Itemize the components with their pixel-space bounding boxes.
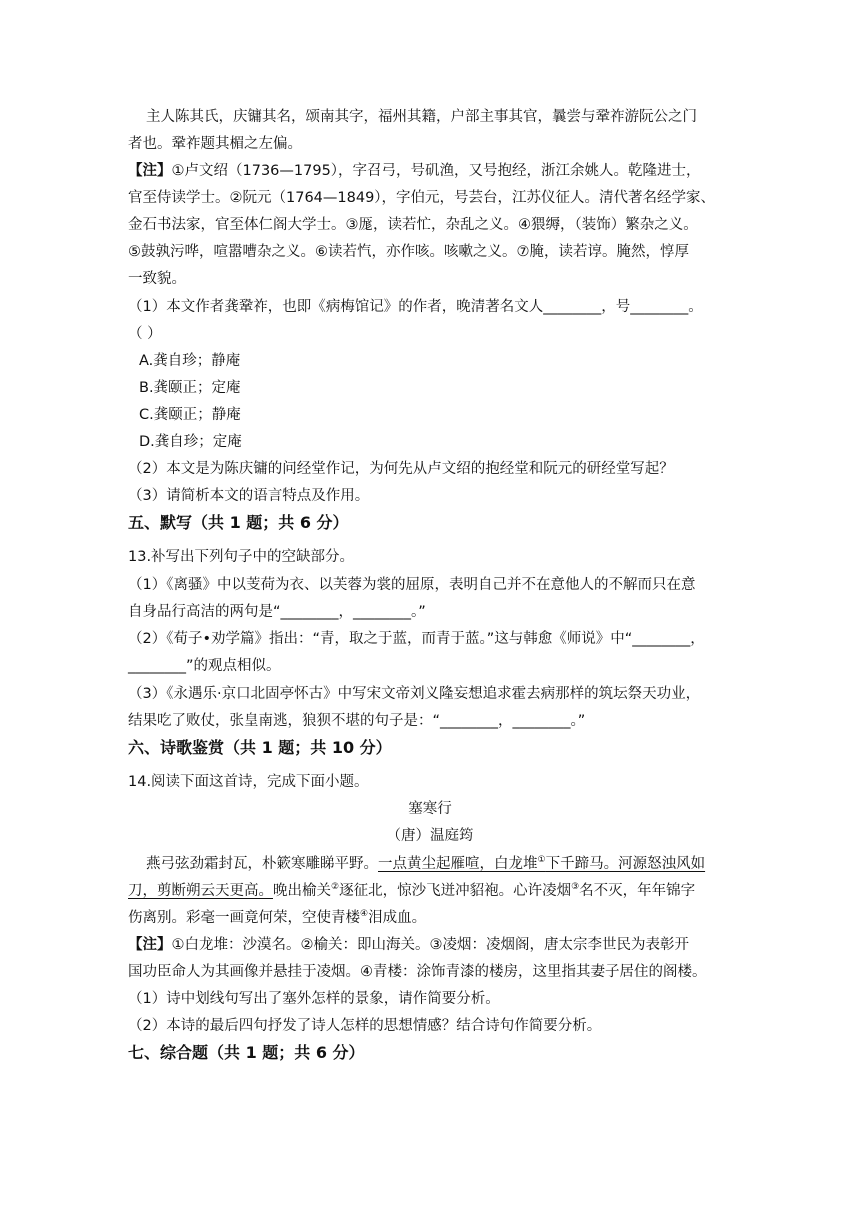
poem-text: 伤离别。彩毫一画竟何荣，空使青楼	[128, 910, 360, 926]
question-title: 13.补写出下列句子中的空缺部分。	[128, 549, 355, 565]
footnote-marker: ④	[360, 909, 369, 919]
note-text: ①白龙堆：沙漠名。②榆关：即山海关。③凌烟：凌烟阁，唐太宗李世民为表彰开	[171, 937, 689, 953]
note-line: ⑤鼓孰污哗，喧嚣嘈杂之义。⑥读若忾，亦作咳。咳嗽之义。⑦腌，读若谆。腌然，惇厚	[128, 244, 689, 260]
footnote-marker: ③	[571, 882, 580, 892]
question-line: （1）本文作者龚鞏祚，也即《病梅馆记》的作者，晚清著名文人________，号________。	[128, 299, 703, 315]
poem-text: 泪成血。	[368, 910, 427, 926]
note-label: 【注】	[128, 937, 172, 953]
poem-line	[128, 881, 695, 901]
poem-text: 下千蹄马。河源怒浊风如	[545, 856, 706, 872]
note-label: 【注】	[128, 163, 172, 179]
poem-line	[146, 854, 705, 874]
question-line: （1）《离骚》中以芰荷为衣、以芙蓉为裳的屈原，表明自己并不在意他人的不解而只在意	[128, 577, 696, 593]
option-b: B.龚颐正；定庵	[139, 380, 241, 396]
option-c: C.龚颐正；静庵	[139, 407, 241, 423]
question-line: 自身品行高洁的两句是“________，________。”	[128, 604, 426, 620]
note-line: 金石书法家，官至体仁阁大学士。③厖，读若忙，杂乱之义。④猥缛，（装饰）繁杂之义。	[128, 217, 698, 233]
question-title: 14.阅读下面这首诗，完成下面小题。	[128, 774, 369, 790]
note-line: 官至侍读学士。②阮元（1764—1849），字伯元，号芸台，江苏仪征人。清代著名经学家、	[128, 190, 716, 206]
question-line: （2）本诗的最后四句抒发了诗人怎样的思想情感？结合诗句作简要分析。	[128, 1018, 602, 1034]
question-line: ________”的观点相似。	[128, 658, 281, 674]
passage-line: 者也。鞏祚题其楣之左偏。	[128, 136, 302, 152]
note-line: 一致貌。	[128, 271, 186, 287]
poem-text: 名不灭，年年锦字	[579, 883, 696, 899]
note-line: 国功臣命人为其画像并悬挂于凌烟。④青楼：涂饰青漆的楼房，这里指其妻子居住的阁楼。	[128, 964, 707, 980]
section-heading: 五、默写（共 1 题；共 6 分）	[128, 513, 349, 532]
underlined-poem-text: 刀，剪断朔云天更高。	[128, 883, 273, 899]
option-a: A.龚自珍；静庵	[139, 353, 241, 369]
poem-text: 燕弓弦劲霜封瓦，朴簌寒雕睇平野。	[146, 856, 378, 872]
question-line: （2）《荀子•劝学篇》指出：“青，取之于蓝，而青于蓝。”这与韩愈《师说》中“________，	[128, 631, 705, 647]
underlined-poem-text	[378, 856, 705, 872]
note-line	[128, 161, 701, 181]
footnote-marker: ②	[331, 882, 340, 892]
poem-text: 一点黄尘起雁喧，白龙堆	[378, 856, 538, 872]
poem-title: 塞寒行	[408, 801, 452, 817]
passage-line: 主人陈其氏，庆镛其名，颂南其字，福州其籍，户部主事其官，曩尝与鞏祚游阮公之门	[146, 109, 697, 125]
footnote-marker: ①	[537, 855, 546, 865]
option-d: D.龚自珍；定庵	[139, 434, 242, 450]
note-text: ①卢文绍（1736—1795），字召弓，号矶渔，又号抱经，浙江余姚人。乾隆进士，	[171, 163, 701, 179]
section-heading: 六、诗歌鉴赏（共 1 题；共 10 分）	[128, 738, 392, 757]
question-line: （3）请简析本文的语言特点及作用。	[128, 488, 370, 504]
question-line: 结果吃了败仗，张皇南逃，狼狈不堪的句子是：“________，________。”	[128, 713, 586, 729]
poem-author: （唐）温庭筠	[386, 828, 474, 844]
answer-paren: （ ）	[128, 326, 162, 342]
note-line	[128, 935, 689, 955]
section-heading: 七、综合题（共 1 题；共 6 分）	[128, 1043, 365, 1062]
question-line: （2）本文是为陈庆镛的问经堂作记，为何先从卢文绍的抱经堂和阮元的研经堂写起？	[128, 461, 674, 477]
question-line: （1）诗中划线句写出了塞外怎样的景象，请作简要分析。	[128, 991, 500, 1007]
poem-line	[128, 908, 426, 928]
poem-text: 晚出榆关	[273, 883, 331, 899]
question-line: （3）《永遇乐·京口北固亭怀古》中写宋文帝刘义隆妄想追求霍去病那样的筑坛祭天功业，	[128, 686, 701, 702]
poem-text: 逐征北，惊沙飞迸冲貂袍。心许凌烟	[339, 883, 572, 899]
